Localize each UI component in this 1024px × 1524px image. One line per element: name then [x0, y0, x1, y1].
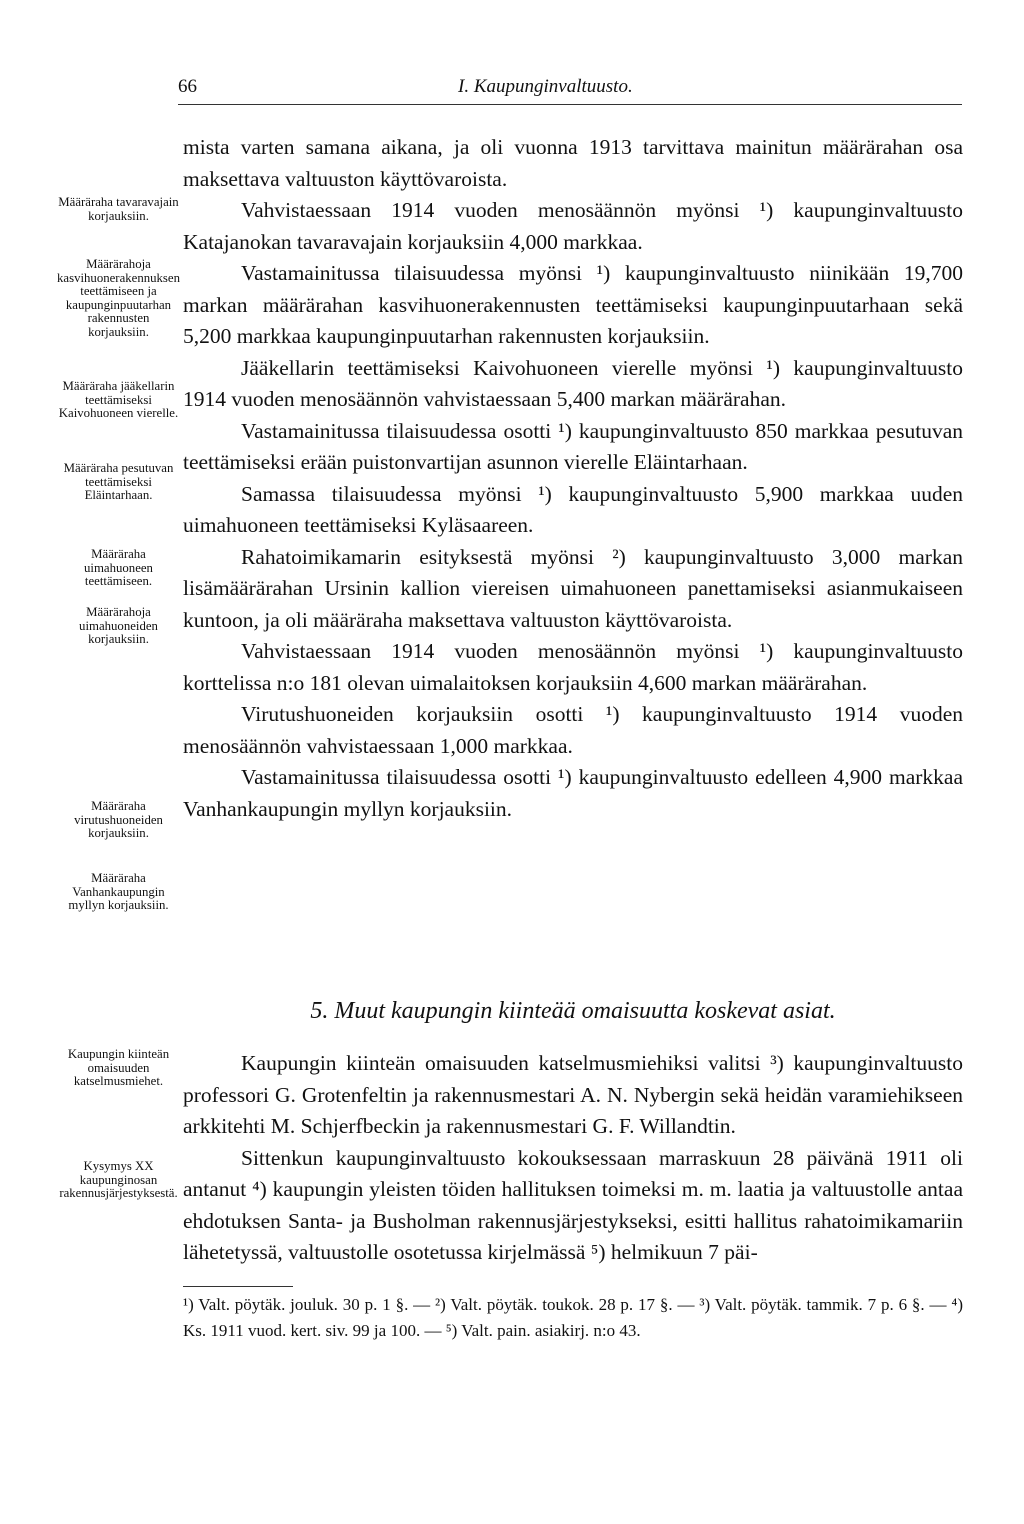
paragraph: Vahvistaessaan 1914 vuoden menosäännön myönsi ¹) kaupunginvaltuusto Katajanokan tavaravajain korjauksiin 4,000 markkaa. — [183, 198, 963, 254]
margin-note: Määräraha tavaravajain korjauksiin. — [58, 195, 179, 223]
body-text-top — [183, 132, 963, 825]
margin-note: Määräraha virutushuoneiden korjauksiin. — [74, 799, 163, 840]
paragraph: Vahvistaessaan 1914 vuoden menosäännön myönsi ¹) kaupunginvaltuusto korttelissa n:o 181 olevan uimalaitoksen korjauksiin 4,600 markan määrärahan. — [183, 639, 963, 695]
paragraph: Samassa tilaisuudessa myönsi ¹) kaupunginvaltuusto 5,900 markkaa uuden uimahuoneen teettämiseksi Kyläsaareen. — [183, 481, 963, 537]
section-title: 5. Muut kaupungin kiinteää omaisuutta koskevat asiat. — [310, 998, 836, 1024]
paragraph: Sittenkun kaupunginvaltuusto kokouksessaan marraskuun 28 päivänä 1911 oli antanut ⁴) kaupungin yleisten töiden hallituksen toimeksi m. m. laatia ja valtuustolle antaa ehdotuksen Santa- ja Busholman rakennusjärjestykseksi, esitti hallitus rahatoimikamariin lähetetyssä, valtuustolle osotetussa kirjelmässä ⁵) helmikuun 7 päi- — [183, 1145, 963, 1264]
paragraph: mista varten samana aikana, ja oli vuonna 1913 tarvittava mainitun määrärahan osa maksettava valtuuston käyttövaroista. — [183, 135, 963, 191]
margin-note: Määrärahoja kasvihuonerakennuksen teettämiseen ja kaupunginpuutarhan rakennusten korjauksiin. — [57, 257, 180, 339]
paragraph: Vastamainitussa tilaisuudessa osotti ¹) kaupunginvaltuusto edelleen 4,900 markkaa Vanhankaupungin myllyn korjauksiin. — [183, 765, 963, 821]
margin-note: Määräraha pesutuvan teettämiseksi Eläintarhaan. — [63, 461, 174, 502]
footnotes — [183, 1292, 963, 1344]
margin-note: Määräraha jääkellarin teettämiseksi Kaivohuoneen vierelle. — [58, 379, 179, 420]
paragraph: Kaupungin kiinteän omaisuuden katselmusmiehiksi valitsi ³) kaupunginvaltuusto professori G. Grotenfeltin ja rakennusmestari A. N. Nybergin sekä heidän varamiehikseen arkkitehti M. Schjerfbeckin ja rakennusmestari G. F. Willandtin. — [183, 1051, 963, 1138]
margin-note: Määräraha uimahuoneen teettämiseen. — [84, 547, 153, 588]
page-header — [178, 72, 962, 105]
paragraph: Vastamainitussa tilaisuudessa osotti ¹) kaupunginvaltuusto 850 markkaa pesutuvan teettämiseksi erään puistonvartijan asunnon vierelle Eläintarhaan. — [183, 418, 963, 474]
margin-note: Määräraha Vanhankaupungin myllyn korjauksiin. — [68, 871, 169, 912]
margin-note: Määrärahoja uimahuoneiden korjauksiin. — [79, 605, 158, 646]
paragraph: Virutushuoneiden korjauksiin osotti ¹) kaupunginvaltuusto 1914 vuoden menosäännön vahvistaessaan 1,000 markkaa. — [183, 702, 963, 758]
paragraph: Jääkellarin teettämiseksi Kaivohuoneen vierelle myönsi ¹) kaupunginvaltuusto 1914 vuoden menosäännön vahvistaessaan 5,400 markan määrärahan. — [183, 355, 963, 411]
margin-note: Kysymys XX kaupunginosan rakennusjärjestyksestä. — [59, 1159, 178, 1200]
page-number: 66 — [178, 76, 197, 97]
running-title: I. Kaupunginvaltuusto. — [458, 76, 633, 97]
footnote-divider — [183, 1286, 293, 1287]
paragraph: Vastamainitussa tilaisuudessa myönsi ¹) kaupunginvaltuusto niinikään 19,700 markan määrärahan kasvihuonerakennusten teettämiseksi kaupunginpuutarhaan sekä 5,200 markkaa kaupunginpuutarhan rakennusten korjauksiin. — [183, 261, 963, 348]
margin-note: Kaupungin kiinteän omaisuuden katselmusmiehet. — [67, 1047, 170, 1088]
body-text-bottom — [183, 1048, 963, 1269]
paragraph: Rahatoimikamarin esityksestä myönsi ²) kaupunginvaltuusto 3,000 markan lisämäärärahan Ursinin kallion viereisen uimahuoneen panettamiseksi asianmukaiseen kuntoon, ja oli määräraha maksettava valtuuston käyttövaroista. — [183, 544, 963, 632]
footnote: ¹) Valt. pöytäk. jouluk. 30 p. 1 §. — ²) Valt. pöytäk. toukok. 28 p. 17 §. — ³) Valt. pöytäk. tammik. 7 p. 6 §. — ⁴) Ks. 1911 vuod. kert. siv. 99 ja 100. — ⁵) Valt. pain. asiakirj. n:o 43. — [183, 1295, 963, 1340]
